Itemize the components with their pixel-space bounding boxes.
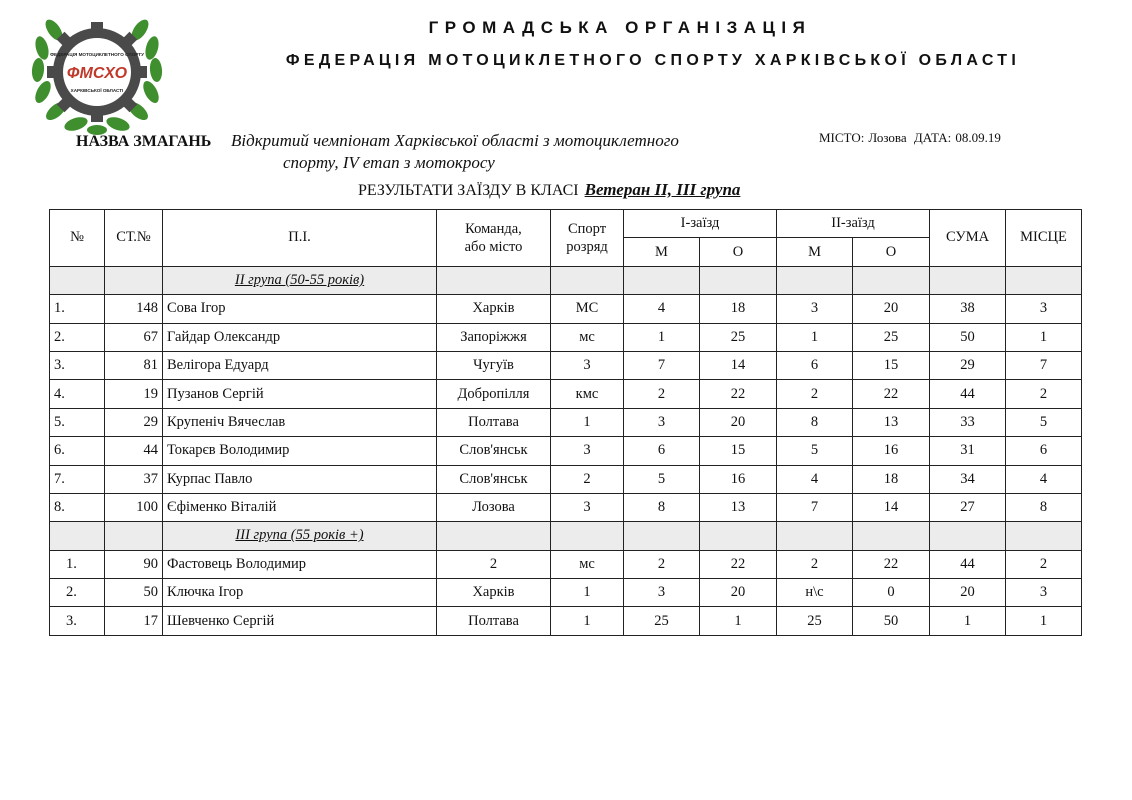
- cell-rank: 3: [551, 437, 624, 465]
- cell-race1-place: 6: [624, 437, 700, 465]
- organization-title: ГРОМАДСЬКА ОРГАНІЗАЦІЯ: [428, 18, 812, 37]
- cell-race2-points: 50: [853, 607, 930, 635]
- federation-title: ФЕДЕРАЦІЯ МОТОЦИКЛЕТНОГО СПОРТУ ХАРКІВСЬКОЇ ОБЛАСТІ: [285, 52, 1021, 69]
- cell-race2-place: 8: [777, 408, 853, 436]
- cell-race1-place: 2: [624, 380, 700, 408]
- results-table: [49, 209, 1082, 636]
- col-race1: І-заїзд: [624, 210, 777, 238]
- cell-team: Полтава: [437, 607, 551, 635]
- cell-race1-place: 1: [624, 323, 700, 351]
- group-title: ІІІ група (55 років +): [163, 522, 437, 550]
- cell-num: 4.: [50, 380, 105, 408]
- cell-position: 8: [1006, 493, 1082, 521]
- cell-start-number: 148: [105, 295, 163, 323]
- col-team-line2: або місто: [464, 238, 523, 255]
- cell-num: 8.: [50, 493, 105, 521]
- cell-start-number: 17: [105, 607, 163, 635]
- cell-name: Ключка Ігор: [163, 579, 437, 607]
- table-row: [50, 550, 1082, 578]
- cell-race2-place: 1: [777, 323, 853, 351]
- cell-race2-points: 25: [853, 323, 930, 351]
- cell-race1-place: 5: [624, 465, 700, 493]
- cell-race2-points: 20: [853, 295, 930, 323]
- cell-name: Єфіменко Віталій: [163, 493, 437, 521]
- cell-num: 3.: [50, 351, 105, 379]
- cell-num: 2.: [50, 579, 105, 607]
- cell-position: 1: [1006, 607, 1082, 635]
- table-body: [50, 266, 1082, 635]
- date-label: ДАТА:: [913, 130, 952, 145]
- cell-race1-points: 22: [700, 550, 777, 578]
- cell-race1-place: 25: [624, 607, 700, 635]
- cell-race1-points: 20: [700, 408, 777, 436]
- table-row: [50, 295, 1082, 323]
- cell-race2-points: 16: [853, 437, 930, 465]
- cell-position: 7: [1006, 351, 1082, 379]
- results-heading: [358, 180, 740, 200]
- competition-name-line1: Відкритий чемпіонат Харківської області з мотоциклетного: [231, 131, 679, 150]
- cell-rank: 1: [551, 408, 624, 436]
- table-row: [50, 579, 1082, 607]
- table-row: [50, 323, 1082, 351]
- cell-start-number: 19: [105, 380, 163, 408]
- cell-race2-place: 4: [777, 465, 853, 493]
- col-name: П.І.: [163, 210, 437, 267]
- group-header-row: [50, 266, 1082, 294]
- cell-race2-place: 3: [777, 295, 853, 323]
- cell-name: Курпас Павло: [163, 465, 437, 493]
- col-race2-place: М: [777, 238, 853, 266]
- cell-race1-place: 3: [624, 408, 700, 436]
- table-row: [50, 437, 1082, 465]
- cell-name: Крупеніч Вячеслав: [163, 408, 437, 436]
- table-row: [50, 380, 1082, 408]
- table-row: [50, 408, 1082, 436]
- results-label: РЕЗУЛЬТАТИ ЗАЇЗДУ В КЛАСІ: [358, 182, 579, 199]
- cell-rank: 1: [551, 579, 624, 607]
- cell-race1-points: 22: [700, 380, 777, 408]
- cell-sum: 33: [930, 408, 1006, 436]
- cell-rank: 2: [551, 465, 624, 493]
- table-row: [50, 465, 1082, 493]
- city-label: МІСТО:: [819, 130, 865, 145]
- cell-start-number: 50: [105, 579, 163, 607]
- cell-race1-place: 8: [624, 493, 700, 521]
- cell-start-number: 44: [105, 437, 163, 465]
- cell-rank: 3: [551, 351, 624, 379]
- cell-race1-points: 14: [700, 351, 777, 379]
- competition-name-line2: спорту, IV етап з мотокросу: [283, 153, 495, 172]
- cell-num: 5.: [50, 408, 105, 436]
- cell-position: 4: [1006, 465, 1082, 493]
- cell-race2-points: 15: [853, 351, 930, 379]
- cell-num: 1.: [50, 550, 105, 578]
- cell-race2-points: 13: [853, 408, 930, 436]
- cell-race1-place: 2: [624, 550, 700, 578]
- cell-team: Чугуїв: [437, 351, 551, 379]
- cell-sum: 44: [930, 380, 1006, 408]
- cell-sum: 27: [930, 493, 1006, 521]
- cell-race2-place: 6: [777, 351, 853, 379]
- group-title: ІІ група (50-55 років): [163, 266, 437, 294]
- cell-race1-points: 25: [700, 323, 777, 351]
- cell-num: 3.: [50, 607, 105, 635]
- cell-race2-points: 14: [853, 493, 930, 521]
- cell-race2-points: 22: [853, 380, 930, 408]
- cell-start-number: 29: [105, 408, 163, 436]
- cell-position: 5: [1006, 408, 1082, 436]
- cell-sum: 31: [930, 437, 1006, 465]
- cell-race2-place: 7: [777, 493, 853, 521]
- cell-team: Слов'янськ: [437, 465, 551, 493]
- cell-start-number: 81: [105, 351, 163, 379]
- cell-num: 1.: [50, 295, 105, 323]
- cell-race2-place: 2: [777, 550, 853, 578]
- cell-position: 3: [1006, 579, 1082, 607]
- cell-race1-points: 15: [700, 437, 777, 465]
- cell-start-number: 90: [105, 550, 163, 578]
- cell-num: 6.: [50, 437, 105, 465]
- cell-name: Гайдар Олександр: [163, 323, 437, 351]
- cell-sum: 34: [930, 465, 1006, 493]
- cell-start-number: 67: [105, 323, 163, 351]
- cell-sum: 1: [930, 607, 1006, 635]
- col-start-number: СТ.№: [105, 210, 163, 267]
- cell-position: 2: [1006, 380, 1082, 408]
- cell-rank: мс: [551, 550, 624, 578]
- cell-name: Велігора Едуард: [163, 351, 437, 379]
- cell-position: 1: [1006, 323, 1082, 351]
- col-team-line1: Команда,: [465, 220, 522, 237]
- cell-rank: кмс: [551, 380, 624, 408]
- city-value: Лозова: [868, 130, 907, 145]
- col-sport-rank: [551, 210, 624, 267]
- logo-abbreviation: ФМСХО: [66, 65, 128, 82]
- table-row: [50, 493, 1082, 521]
- cell-race2-place: н\с: [777, 579, 853, 607]
- cell-race1-points: 20: [700, 579, 777, 607]
- cell-position: 3: [1006, 295, 1082, 323]
- col-team: [437, 210, 551, 267]
- cell-sum: 20: [930, 579, 1006, 607]
- logo-text-bottom: ХАРКІВСЬКОЇ ОБЛАСТІ: [70, 88, 124, 93]
- cell-race2-place: 25: [777, 607, 853, 635]
- col-race2-points: О: [853, 238, 930, 266]
- group-header-row: [50, 522, 1082, 550]
- city-date-line: [819, 130, 1005, 146]
- col-number: №: [50, 210, 105, 267]
- cell-team: 2: [437, 550, 551, 578]
- cell-team: Лозова: [437, 493, 551, 521]
- cell-team: Полтава: [437, 408, 551, 436]
- cell-team: Слов'янськ: [437, 437, 551, 465]
- cell-race2-place: 5: [777, 437, 853, 465]
- cell-sum: 38: [930, 295, 1006, 323]
- competition-label: НАЗВА ЗМАГАНЬ: [76, 133, 212, 150]
- cell-race1-points: 18: [700, 295, 777, 323]
- cell-start-number: 100: [105, 493, 163, 521]
- cell-race1-points: 13: [700, 493, 777, 521]
- col-race2: ІІ-заїзд: [777, 210, 930, 238]
- cell-race1-place: 4: [624, 295, 700, 323]
- cell-name: Шевченко Сергій: [163, 607, 437, 635]
- table-row: [50, 607, 1082, 635]
- cell-race2-place: 2: [777, 380, 853, 408]
- cell-race1-place: 7: [624, 351, 700, 379]
- cell-team: Харків: [437, 295, 551, 323]
- cell-race1-place: 3: [624, 579, 700, 607]
- table-row: [50, 351, 1082, 379]
- cell-name: Фастовець Володимир: [163, 550, 437, 578]
- cell-race1-points: 1: [700, 607, 777, 635]
- cell-rank: 3: [551, 493, 624, 521]
- col-race1-points: О: [700, 238, 777, 266]
- date-value: 08.09.19: [955, 130, 1001, 145]
- col-position: МІСЦЕ: [1006, 210, 1082, 267]
- cell-name: Токарєв Володимир: [163, 437, 437, 465]
- cell-num: 7.: [50, 465, 105, 493]
- cell-name: Пузанов Сергій: [163, 380, 437, 408]
- cell-rank: МС: [551, 295, 624, 323]
- col-rank-line2: розряд: [566, 238, 608, 255]
- cell-team: Добропілля: [437, 380, 551, 408]
- cell-race2-points: 0: [853, 579, 930, 607]
- col-rank-line1: Спорт: [567, 220, 607, 237]
- cell-position: 6: [1006, 437, 1082, 465]
- cell-team: Харків: [437, 579, 551, 607]
- cell-name: Сова Ігор: [163, 295, 437, 323]
- cell-rank: мс: [551, 323, 624, 351]
- cell-start-number: 37: [105, 465, 163, 493]
- cell-race1-points: 16: [700, 465, 777, 493]
- class-name: Ветеран ІІ, ІІІ група: [584, 180, 741, 199]
- cell-num: 2.: [50, 323, 105, 351]
- cell-sum: 50: [930, 323, 1006, 351]
- cell-team: Запоріжжя: [437, 323, 551, 351]
- cell-rank: 1: [551, 607, 624, 635]
- col-sum: СУМА: [930, 210, 1006, 267]
- cell-sum: 44: [930, 550, 1006, 578]
- federation-logo: [26, 8, 168, 136]
- logo-text-top: ФЕДЕРАЦІЯ МОТОЦИКЛЕТНОГО СПОРТУ: [50, 52, 144, 57]
- col-race1-place: М: [624, 238, 700, 266]
- cell-sum: 29: [930, 351, 1006, 379]
- cell-race2-points: 22: [853, 550, 930, 578]
- cell-race2-points: 18: [853, 465, 930, 493]
- table-header-row: [50, 210, 1082, 238]
- cell-position: 2: [1006, 550, 1082, 578]
